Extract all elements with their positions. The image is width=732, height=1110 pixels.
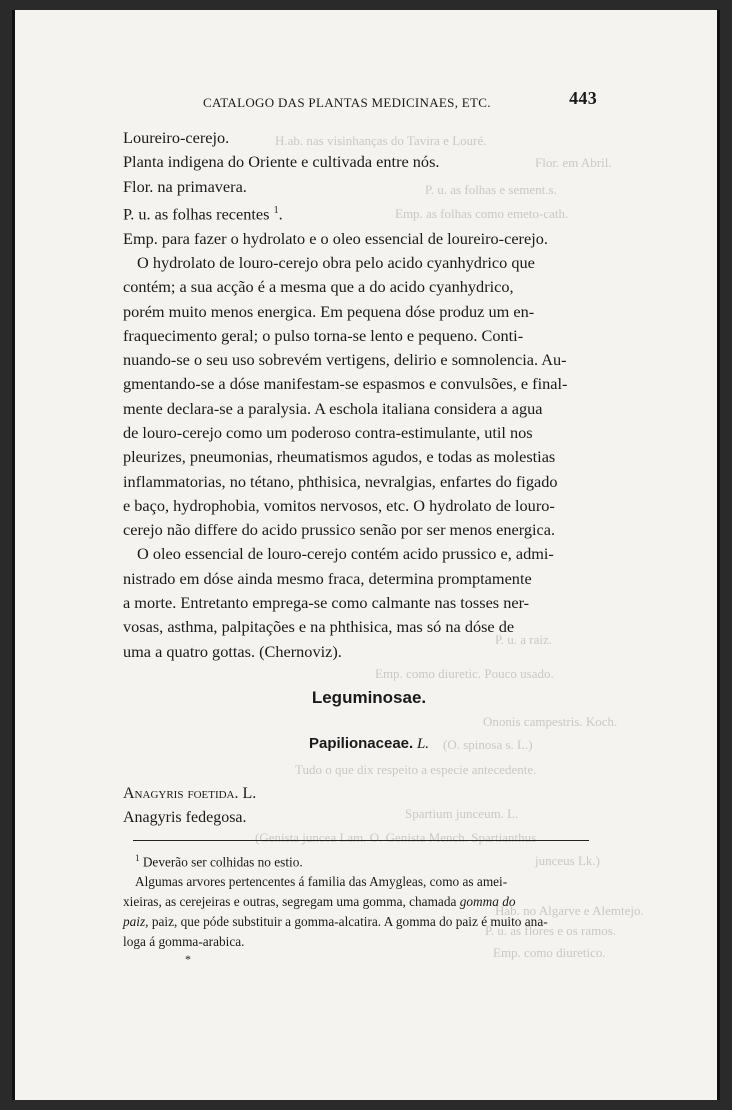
footnote-line xyxy=(123,892,593,912)
text-line: nistrado em dóse ainda mesmo fraca, determina promptamente xyxy=(123,568,532,588)
text-line: pleurizes, pneumonias, rheumatismos agudos, e todas as molestias xyxy=(123,447,556,467)
footnote-text: Deverão ser colhidas no estio. xyxy=(139,854,303,870)
bleedthrough-line: Emp. como diuretico. xyxy=(493,945,606,960)
text-line: O oleo essencial de louro-cerejo contém acido prussico e, admi- xyxy=(137,544,554,564)
bleedthrough-line: (O. spinosa s. L.) xyxy=(443,737,533,752)
bleedthrough-line: Emp. como diuretic. Pouco usado. xyxy=(375,666,554,681)
bleedthrough-line: junceus Lk.) xyxy=(535,853,600,868)
bleedthrough-line: (Genista juncea Lam. O. Genista Mench. Spartianthus xyxy=(255,830,537,845)
footnotes xyxy=(123,848,593,952)
species-line xyxy=(123,782,256,806)
footnote-reference: 1 xyxy=(273,204,279,216)
species-entry xyxy=(123,782,256,830)
running-title: CATALOGO DAS PLANTAS MEDICINAES, ETC. xyxy=(203,95,491,110)
text-line: a morte. Entretanto emprega-se como calmante nas tosses ner- xyxy=(123,593,530,613)
subfamily-name: Papilionaceae. xyxy=(308,735,414,752)
bleedthrough-line: Emp. as folhas como emeto-cath. xyxy=(395,206,569,221)
text-line: Planta indigena do Oriente e cultivada entre nós. xyxy=(123,152,440,172)
text-line: nuando-se o seu uso sobrevém vertigens, delirio e somnolencia. Au- xyxy=(123,350,567,370)
text-line: fraquecimento geral; o pulso torna-se lento e pequeno. Conti- xyxy=(123,325,524,345)
species-name: Anagyris foetida. xyxy=(123,785,239,802)
footnote-1 xyxy=(123,848,593,872)
section-heading: Leguminosae. xyxy=(311,688,427,707)
bleedthrough-line: H.ab. nas visinhanças do Tavira e Louré. xyxy=(275,133,487,148)
bleedthrough-line: Ononis campestris. Koch. xyxy=(483,714,618,729)
text-line: mente declara-se a paralysia. A eschola italiana considera a agua xyxy=(123,398,543,418)
page-number: 443 xyxy=(569,88,597,108)
text-line: Flor. na primavera. xyxy=(123,176,247,196)
text-line: O hydrolato de louro-cerejo obra pelo acido cyanhydrico que xyxy=(137,252,535,272)
text-line: Loureiro-cerejo. xyxy=(123,128,230,147)
footnote-2 xyxy=(123,872,593,952)
species-author: L. xyxy=(242,785,257,802)
paragraph-oleo xyxy=(123,542,593,663)
footnote-mark: 1 xyxy=(135,853,140,863)
bleedthrough-line: P. u. as folhas e sement.s. xyxy=(425,182,557,197)
printer-ornament: * xyxy=(185,952,191,966)
footnote-italic: paiz, xyxy=(123,914,149,930)
text-line: porém muito menos energica. Em pequena dóse produz um en- xyxy=(123,301,535,321)
book-page xyxy=(12,10,720,1100)
text-line: e baço, hydrophobia, vomitos nervosos, etc. O hydrolato de louro- xyxy=(123,495,555,515)
footnote-divider xyxy=(133,840,589,841)
footnote-span: xieiras, as cerejeiras e outras, segregam uma gomma, chamada xyxy=(123,894,460,910)
bleedthrough-line: Spartium junceum. L. xyxy=(405,806,519,821)
text-line: Emp. para fazer o hydrolato e o oleo essencial de loureiro-cerejo. xyxy=(123,228,548,248)
text-line: vosas, asthma, palpitações e na phthisica, mas só na dóse de xyxy=(123,617,515,637)
bleedthrough-line: Flor. em Abril. xyxy=(535,155,612,170)
footnote-line: loga á gomma-arabica. xyxy=(123,934,245,950)
text-span: P. u. as folhas recentes xyxy=(123,204,274,224)
text-line: gmentando-se a dóse manifestam-se espasmos e convulsões, e final- xyxy=(123,374,568,394)
text-line: uma a quatro gottas. (Chernoviz). xyxy=(123,641,342,661)
bleedthrough-line: Hab. no Algarve e Alemtejo. xyxy=(495,903,644,918)
subfamily-heading xyxy=(15,735,723,753)
bleedthrough-line: P. u. as flores e os ramos. xyxy=(485,923,617,938)
subfamily-author: L. xyxy=(416,736,430,752)
footnote-line xyxy=(123,912,593,932)
footnote-italic: gomma do xyxy=(459,894,516,910)
main-text xyxy=(123,126,593,664)
footnote-line: Algumas arvores pertencentes á familia das Amygleas, como as amei- xyxy=(135,874,508,890)
footnote-span: paiz, que póde substituir a gomma-alcatira. A gomma do paiz é muito ana- xyxy=(151,914,548,930)
text-span: . xyxy=(278,204,283,224)
paragraph-hydrolato xyxy=(123,251,593,543)
bleedthrough-line: P. u. a raiz. xyxy=(495,632,553,647)
text-line: de louro-cerejo como um poderoso contra-estimulante, util nos xyxy=(123,422,533,442)
text-line: contém; a sua acção é a mesma que a do acido cyanhydrico, xyxy=(123,277,514,297)
species-common-name: Anagyris fedegosa. xyxy=(123,809,247,826)
bleedthrough-line: Tudo o que dix respeito a especie antecedente. xyxy=(295,762,537,777)
text-line: cerejo não differe do acido prussico senão por ser menos energica. xyxy=(123,520,556,540)
text-line: inflammatorias, no tétano, phthisica, nevralgias, enfartes do figado xyxy=(123,471,558,491)
text-line xyxy=(123,199,593,227)
